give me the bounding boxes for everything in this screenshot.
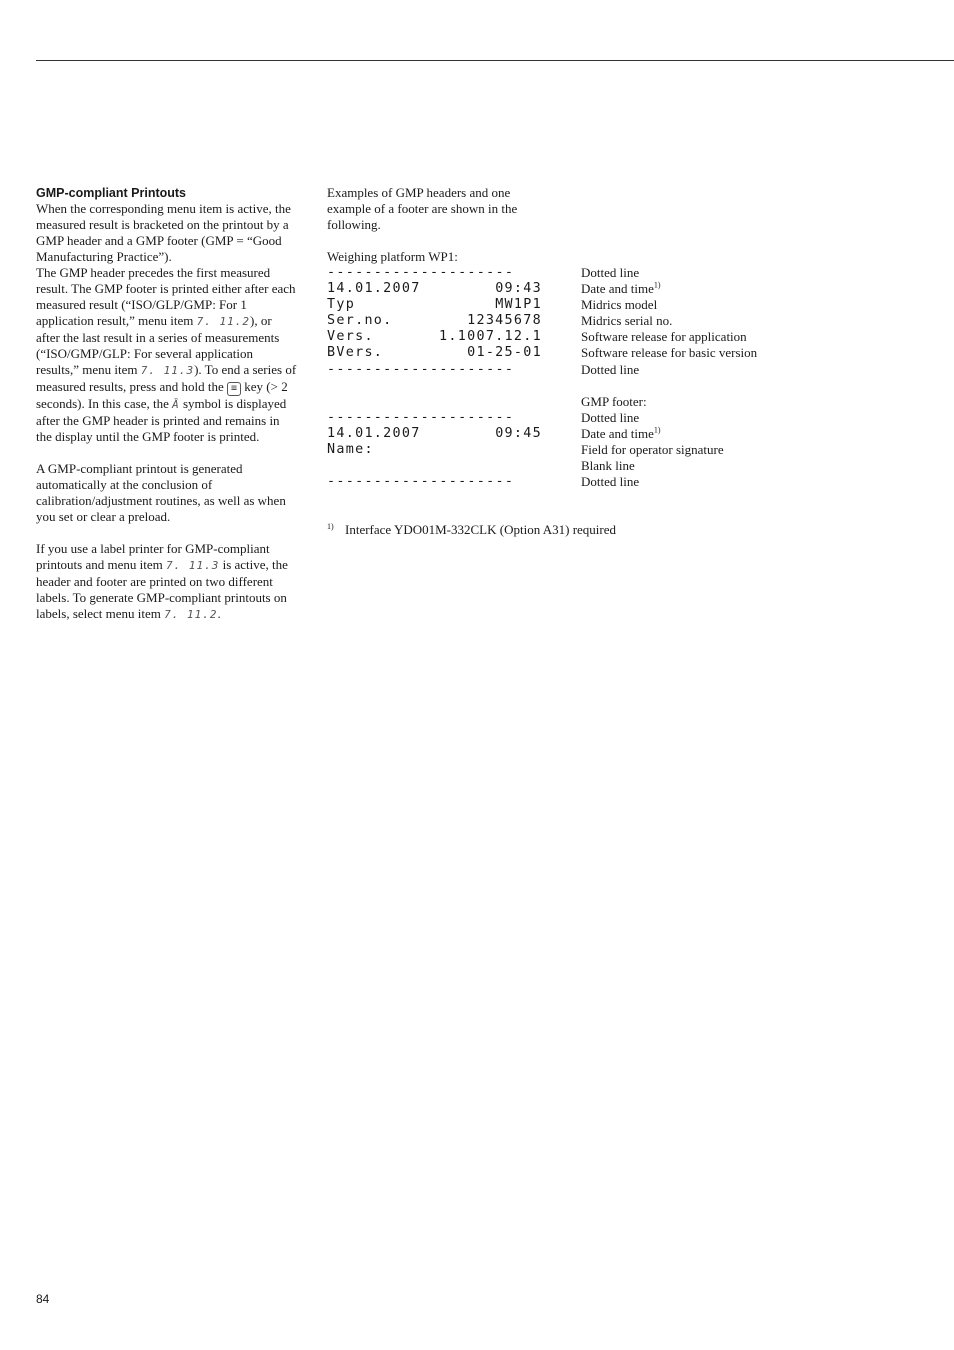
legend-item (581, 474, 941, 490)
legend-text: Midrics model (581, 297, 658, 313)
printout-line-left: -------------------- (327, 265, 515, 280)
legend-item (581, 345, 941, 361)
printout-line-left: -------------------- (327, 474, 515, 490)
printout-line-right: 1.1007.12.1 (439, 329, 542, 345)
footnote-mark: 1) (327, 522, 334, 531)
printout-line (327, 458, 542, 474)
printout-line (327, 474, 542, 490)
legend-text: Date and time (581, 425, 654, 441)
paragraph-2: A GMP-compliant printout is generated automatically at the conclusion of calibration/adjustment routines, as well as when you set or clear a preload. (36, 461, 286, 524)
printout-line (327, 442, 542, 458)
printout-line (327, 281, 542, 297)
legend-text: Software release for basic version (581, 345, 758, 361)
printout-line (327, 313, 542, 329)
legend-item (581, 426, 941, 442)
legend-text: Midrics serial no. (581, 313, 673, 329)
legend-item (581, 313, 941, 329)
platform-label: Weighing platform WP1: (327, 249, 458, 264)
footnote (327, 522, 616, 538)
printout-line-left: Vers. (327, 329, 374, 345)
legend-item (581, 442, 941, 458)
menu-item-code: 7. 11.3 (165, 559, 220, 572)
legend-text: Field for operator signature (581, 442, 724, 458)
printout-line-left: -------------------- (327, 361, 515, 377)
printout-line-right: MW1P1 (495, 297, 542, 313)
printout-line (327, 426, 542, 442)
legend-item (581, 410, 941, 426)
intro-text: Examples of GMP headers and one example of a footer are shown in the following. (327, 185, 518, 232)
paragraph-text: ). To end a series of measured results, press and hold the (36, 362, 297, 394)
legend-text: Dotted line (581, 265, 640, 280)
printout-line-left: 14.01.2007 (327, 281, 421, 297)
legend-text: Software release for application (581, 329, 747, 345)
left-column (36, 185, 298, 623)
paragraph-text: ), or after the last result in a series of measurements (“ISO/GMP/GLP: For several application results,” menu item (36, 313, 280, 377)
printout-line (327, 378, 542, 394)
footnote-ref: 1) (653, 280, 661, 290)
paragraph-text: symbol is displayed after the GMP header is printed and remains in the display until the GMP footer is printed. (36, 396, 287, 444)
legend-text: GMP footer: (581, 393, 647, 409)
paragraph-3 (36, 541, 298, 623)
printout-line (327, 362, 542, 378)
top-rule (36, 60, 954, 61)
legend-text: Dotted line (581, 474, 640, 490)
footnote-text: Interface YDO01M-332CLK (Option A31) required (345, 522, 617, 537)
menu-item-code: 7. 11.3 (140, 364, 195, 377)
legend-item (581, 394, 941, 410)
legend-item (581, 281, 941, 297)
printout-line (327, 410, 542, 426)
legend-item (581, 458, 941, 474)
section-heading: GMP-compliant Printouts (36, 186, 186, 200)
paragraph-text: is active, the header and footer are printed on two different labels. To generate GMP-compliant printouts on labels, select menu item (36, 557, 288, 621)
legend-text: Blank line (581, 458, 635, 474)
footnote-ref: 1) (653, 425, 661, 435)
printout-line-right: 01-25-01 (467, 345, 542, 361)
menu-item-code: 7. 11.2 (196, 315, 251, 328)
printout-line-left: Ser.no. (327, 313, 393, 329)
printout-legend (581, 265, 941, 490)
printout-line-left: Name: (327, 442, 374, 458)
legend-item (581, 378, 941, 394)
middle-column (327, 185, 547, 265)
printout-line-right: 12345678 (467, 313, 542, 329)
printout-line-right: 09:43 (495, 281, 542, 297)
legend-text: Dotted line (581, 409, 640, 425)
menu-item-code: 7. 11.2 (164, 608, 218, 621)
paragraph-text: The GMP header precedes the first measured result. The GMP footer is printed either after each measured result (“ISO/GLP/GMP: For 1 application result,” menu item (36, 265, 296, 328)
legend-text: Dotted line (581, 361, 640, 377)
paragraph-text: When the corresponding menu item is active, the measured result is bracketed on the printout by a GMP header and a GMP footer (GMP = “Good Manufacturing Practice”). (36, 201, 291, 264)
page-number: 84 (36, 1292, 50, 1306)
printout-line-right: 09:45 (495, 425, 542, 441)
legend-item (581, 297, 941, 313)
legend-item (581, 329, 941, 345)
legend-item (581, 362, 941, 378)
printout-line (327, 329, 542, 345)
legend-item (581, 265, 941, 281)
printout-line-left: Typ (327, 297, 356, 313)
gmp-symbol-icon: Ȁ (172, 398, 180, 411)
paragraph-1 (36, 201, 298, 445)
printout-line (327, 345, 542, 361)
printout-line-left: 14.01.2007 (327, 425, 421, 441)
printout-line-left: BVers. (327, 345, 384, 361)
printout-line (327, 265, 542, 281)
print-key-icon: ≡ (227, 382, 241, 396)
printout-line (327, 394, 542, 410)
printout-example (327, 265, 542, 490)
legend-text: Date and time (581, 281, 654, 297)
printout-line-left: -------------------- (327, 409, 515, 425)
printout-line (327, 297, 542, 313)
paragraph-text: If you use a label printer for GMP-compliant printouts and menu item (36, 541, 270, 572)
paragraph-text: key (> 2 seconds). In this case, the (36, 379, 288, 411)
paragraph-text: . (217, 606, 221, 621)
